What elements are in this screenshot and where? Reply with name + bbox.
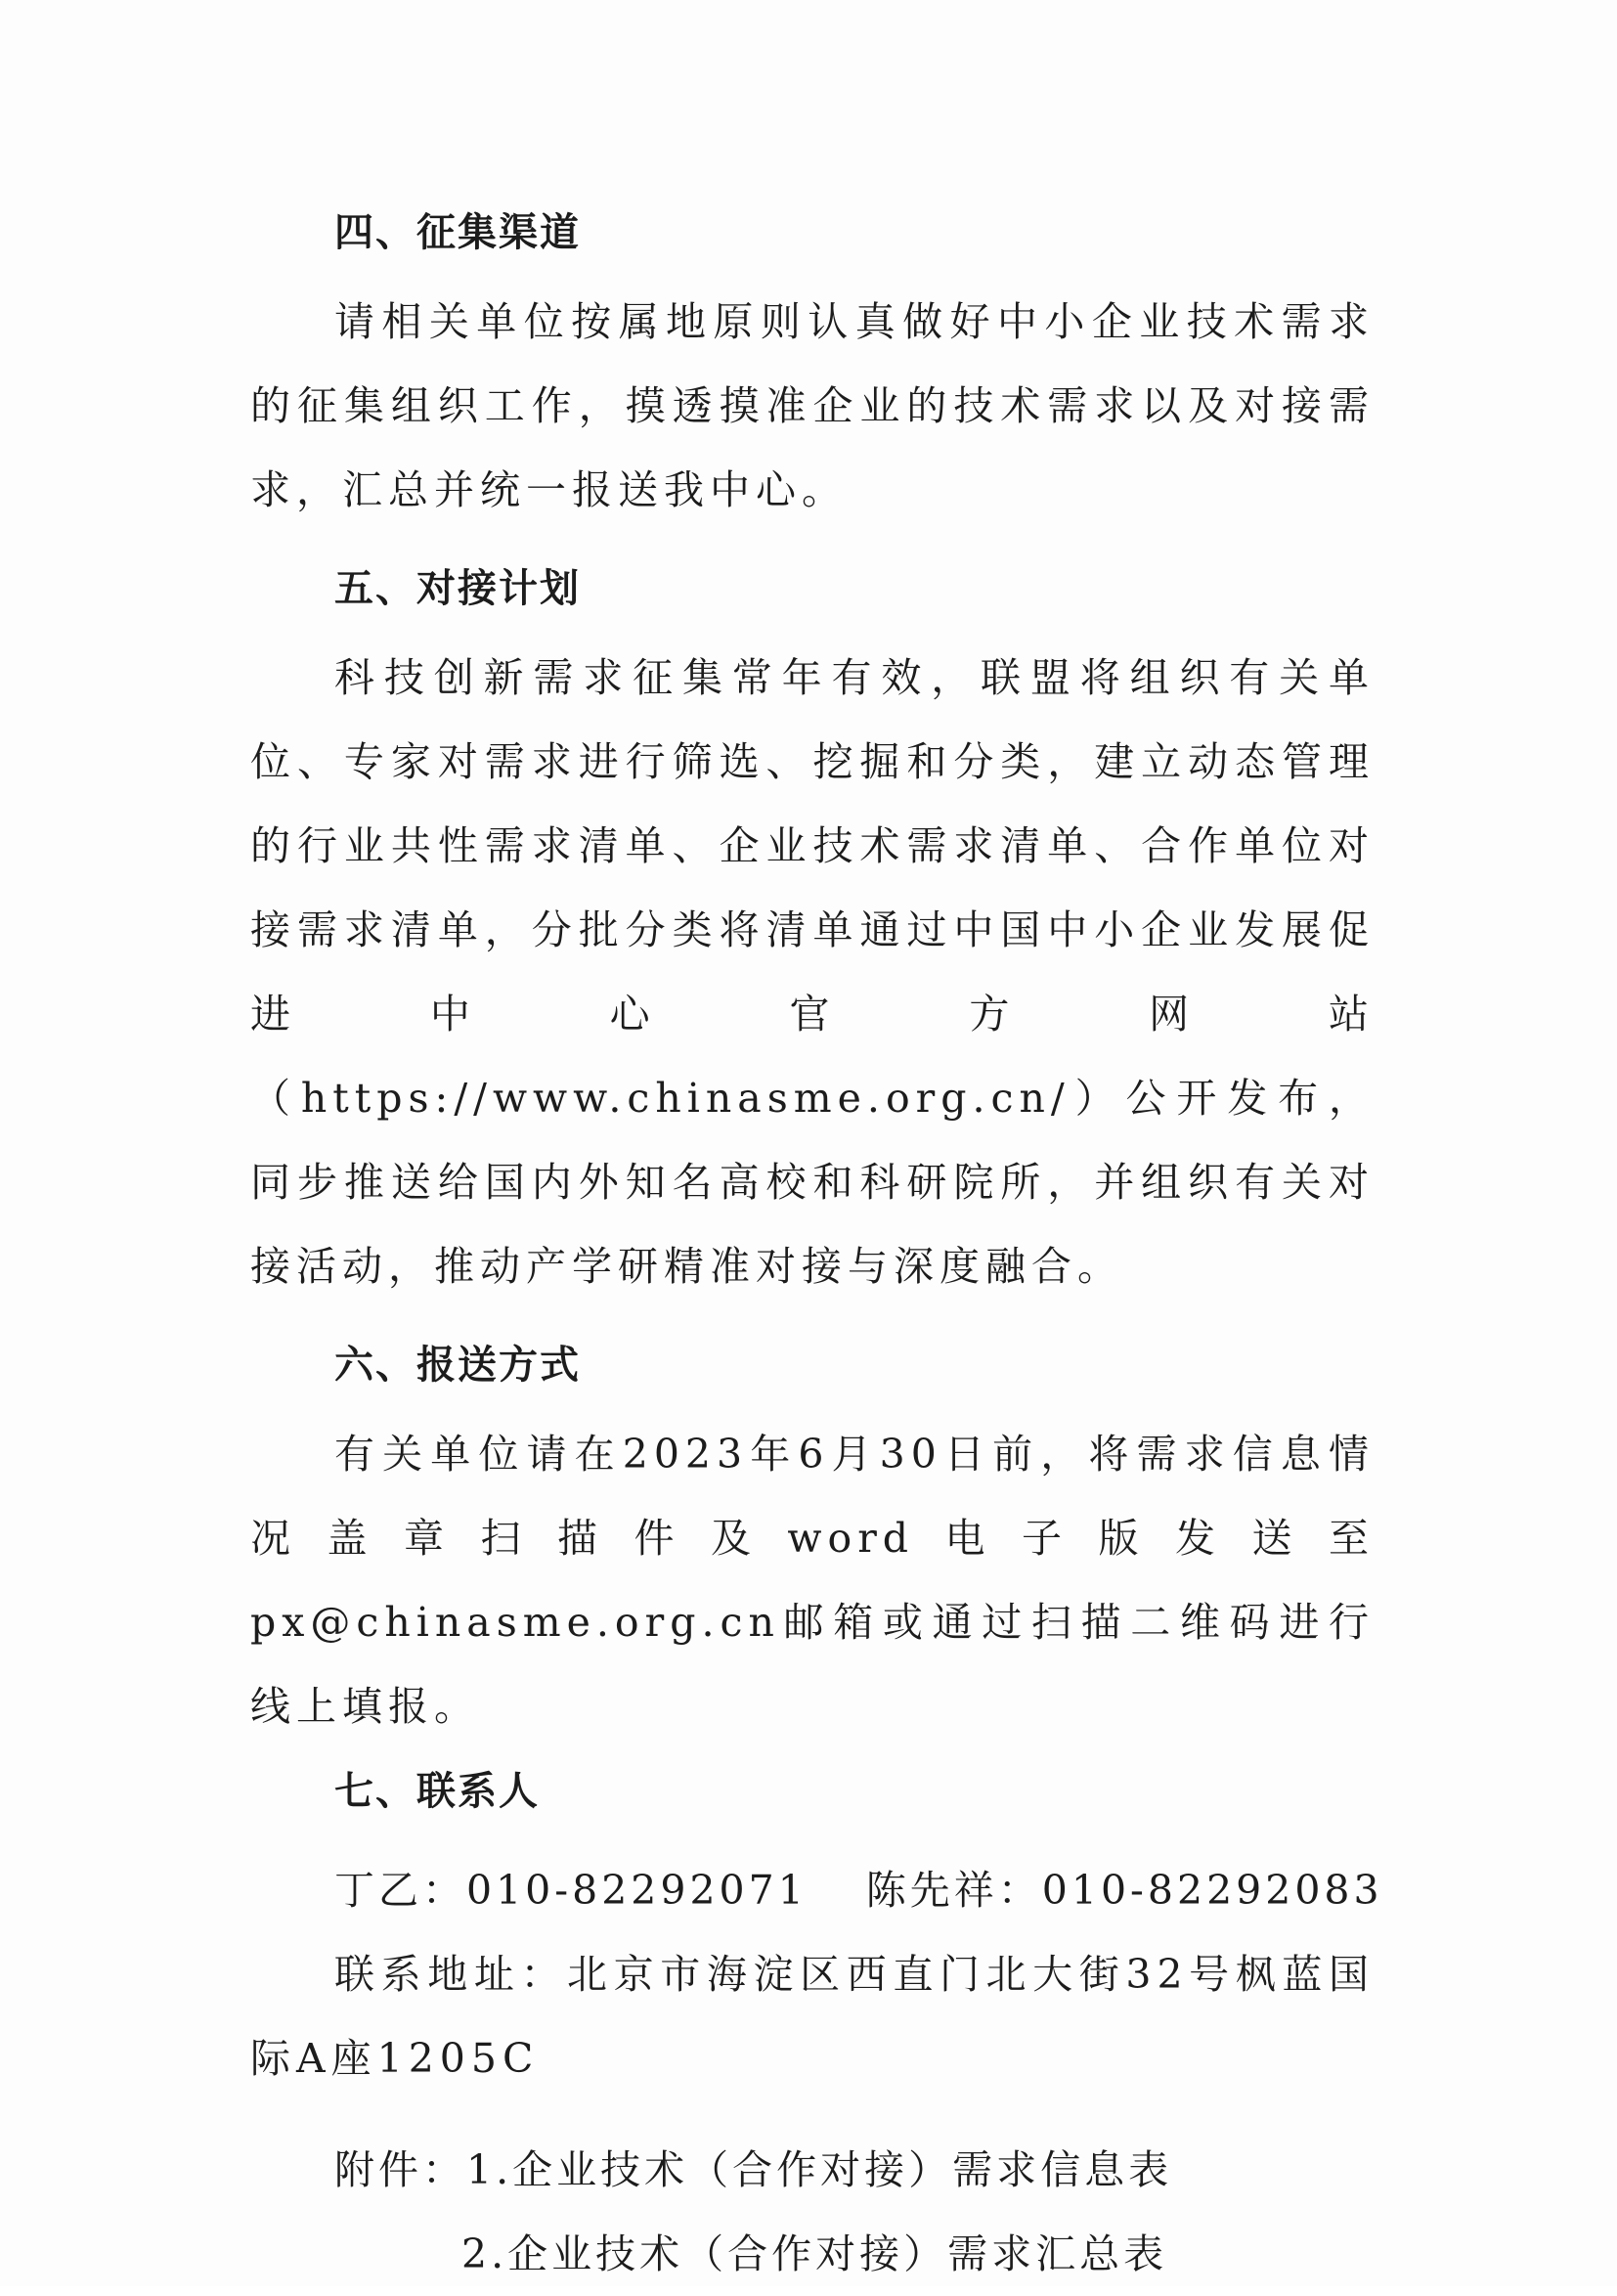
section-heading-collection-channel: 四、征集渠道 xyxy=(334,210,581,255)
contact-phones xyxy=(250,1848,1383,1932)
contact-address: 联系地址：北京市海淀区西直门北大街32号枫蓝国际A座1205C xyxy=(250,1951,1375,2082)
contact-person-1: 丁乙：010-82292071 xyxy=(334,1867,808,1914)
attachment-item-1: 附件：1.企业技术（合作对接）需求信息表 xyxy=(334,2146,1173,2193)
document-body xyxy=(250,203,1383,2296)
attachment-item-2: 2.企业技术（合作对接）需求汇总表 xyxy=(461,2230,1168,2277)
section-heading-submission-method: 六、报送方式 xyxy=(334,1343,581,1388)
section-heading-contacts: 七、联系人 xyxy=(334,1769,540,1814)
contact-person-2: 陈先祥：010-82292083 xyxy=(865,1867,1383,1914)
paragraph-submission-method: 有关单位请在2023年6月30日前，将需求信息情况盖章扫描件及word电子版发送至px@chinasme.org.cn邮箱或通过扫描二维码进行线上填报。 xyxy=(250,1431,1375,1730)
paragraph-matching-plan: 科技创新需求征集常年有效，联盟将组织有关单位、专家对需求进行筛选、挖掘和分类，建立动态管理的行业共性需求清单、企业技术需求清单、合作单位对接需求清单，分批分类将清单通过中国中小企业发展促进中心官方网站（https://www.chinasme.org.cn/）公开发布，同步推送给国内外知名高校和科研院所，并组织有关对接活动，推动产学研精准对接与深度融合。 xyxy=(250,654,1375,1290)
paragraph-collection-channel: 请相关单位按属地原则认真做好中小企业技术需求的征集组织工作，摸透摸准企业的技术需求以及对接需求，汇总并统一报送我中心。 xyxy=(250,298,1375,513)
section-heading-matching-plan: 五、对接计划 xyxy=(334,566,581,611)
